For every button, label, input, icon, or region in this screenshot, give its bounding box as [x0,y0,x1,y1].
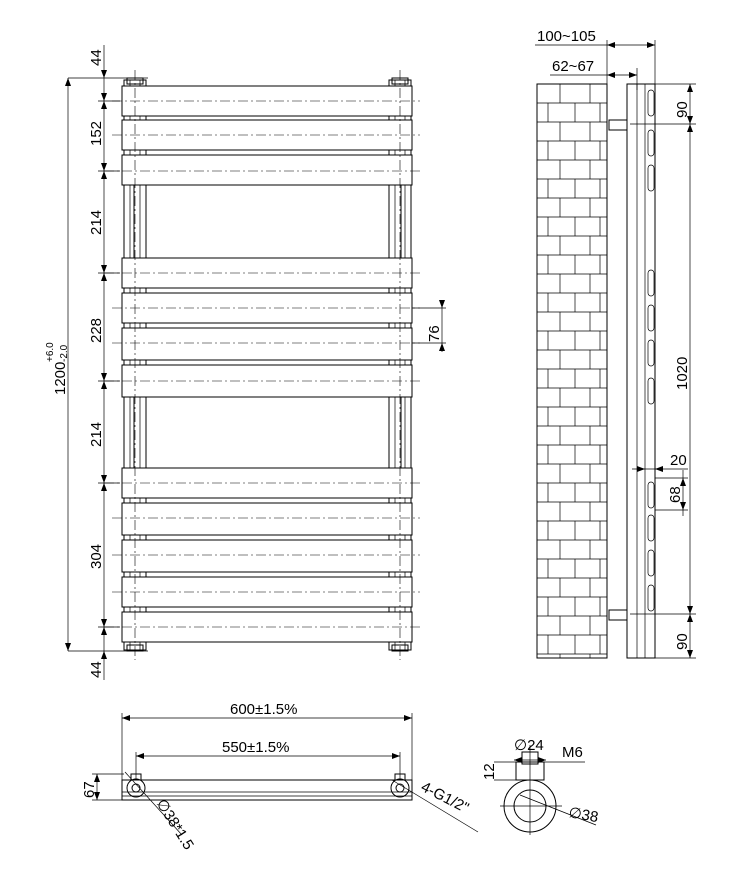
dim-seg1: 152 [88,120,105,146]
dim-diameter-large: ∅38 [567,804,600,827]
dim-slot-height: 68 [667,486,684,503]
dim-diameter-small: ∅24 [514,737,544,754]
dim-depth-max: 100~105 [537,28,596,45]
dim-top-bracket: 90 [674,101,691,118]
dim-screw: M6 [562,744,583,761]
front-view [45,45,446,680]
bottom-view [81,701,478,853]
dim-bottom-offset: 44 [88,661,105,678]
dim-tol-lower: -2.0 [59,344,70,362]
dim-height: 12 [481,763,498,780]
side-view [535,28,696,658]
dim-seg5: 304 [88,543,105,569]
dim-seg3: 228 [88,317,105,343]
dim-bar-height: 76 [426,325,443,342]
dim-depth: 67 [81,781,98,798]
dim-bottom-bracket: 90 [674,633,691,650]
dim-top-offset: 44 [88,49,105,66]
dim-depth-min: 62~67 [552,58,595,75]
dim-center-width: 550±1.5% [222,739,290,756]
dim-seg2: 214 [88,209,105,235]
dim-tol-upper: +6.0 [45,342,56,362]
horizontal-bars [122,86,412,642]
left-valve-circle [127,779,145,797]
right-valve-circle [391,779,409,797]
dim-slot-width: 20 [670,452,687,469]
dim-total-height: 1200 [52,361,69,395]
dim-seg4: 214 [88,421,105,447]
dim-overall-width: 600±1.5% [230,701,298,718]
detail-view [481,737,600,835]
dim-pipe: ∅38*1.5 [152,796,197,853]
radiator-side-profile [627,84,655,658]
dim-bracket-span: 1020 [674,356,691,390]
dim-thread: 4-G1/2" [418,778,472,817]
brick-wall [537,84,607,658]
